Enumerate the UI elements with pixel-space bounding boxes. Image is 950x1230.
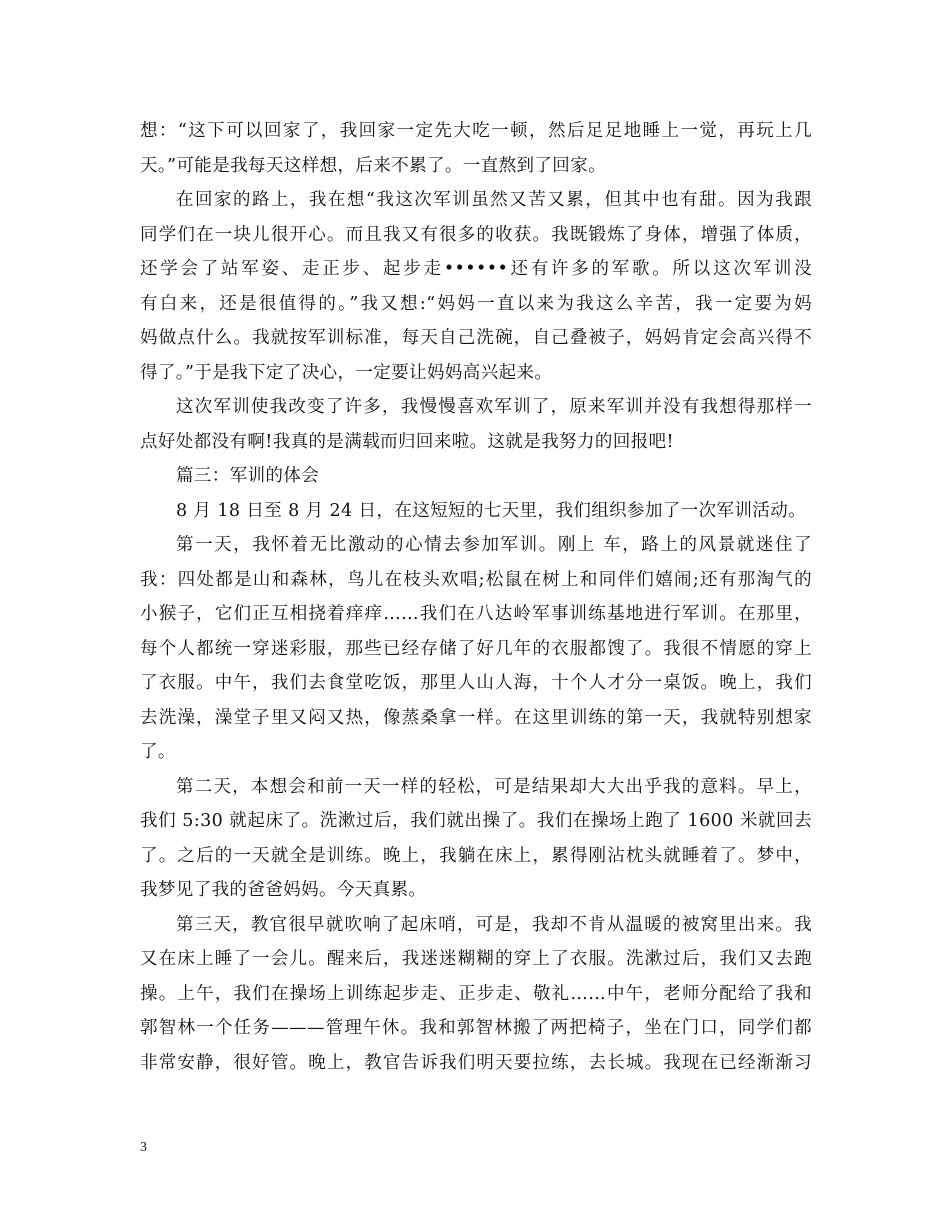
text-line: 有白来，还是很值得的。”我又想:“妈妈一直以来为我这么辛苦，我一定要为妈 [140,293,812,314]
text-line: 又在床上睡了一会儿。醒来后，我迷迷糊糊的穿上了衣服。洗漱过后，我们又去跑 [140,949,812,969]
text-line: 每个人都统一穿迷彩服，那些已经存储了好几年的衣服都馊了。我很不情愿的穿上 [140,638,812,659]
text-line: 非常安静，很好管。晚上，教官告诉我们明天要拉练，去长城。我现在已经渐渐习 [140,1052,812,1073]
text-line: 第一天，我怀着无比激动的心情去参加军训。刚上 车，路上的风景就迷住了 [176,535,812,555]
text-line: 第三天，教官很早就吹响了起床哨，可是，我却不肯从温暖的被窝里出来。我 [176,914,812,935]
text-line: 还学会了站军姿、走正步、起步走••••••还有许多的军歌。所以这次军训没 [140,259,812,279]
text-line: 了。之后的一天就全是训练。晚上，我躺在床上，累得刚沾枕头就睡着了。梦中， [140,845,812,866]
body-text [140,114,812,1080]
text-line: 第二天，本想会和前一天一样的轻松，可是结果却大大出乎我的意料。早上， [176,776,812,797]
text-line: 天。”可能是我每天这样想，后来不累了。一直熬到了回家。 [140,155,606,176]
text-line: 去洗澡，澡堂子里又闷又热，像蒸桑拿一样。在这里训练的第一天，我就特别想家 [140,707,812,728]
text-line: 小猴子，它们正互相挠着痒痒……我们在八达岭军事训练基地进行军训。在那里， [140,604,812,624]
text-line: 操。上午，我们在操场上训练起步走、正步走、敬礼……中午，老师分配给了我和 [140,983,812,1004]
text-line: 想：“这下可以回家了，我回家一定先大吃一顿，然后足足地睡上一觉，再玩上几 [140,121,812,141]
text-line: 我们 5:30 就起床了。洗漱过后，我们就出操了。我们在操场上跑了 1600 米就回去 [140,811,812,831]
section-heading: 篇三：军训的体会 [176,466,320,486]
page-number: 3 [140,1140,147,1155]
text-line: 点好处都没有啊!我真的是满载而归回来啦。这就是我努力的回报吧! [140,431,674,452]
text-line: 郭智林一个任务———管理午休。我和郭智林搬了两把椅子，坐在门口，同学们都 [140,1018,812,1038]
text-line: 同学们在一块儿很开心。而且我又有很多的收获。我既锻炼了身体，增强了体质， [140,224,812,245]
text-line: 妈做点什么。我就按军训标准，每天自己洗碗，自己叠被子，妈妈肯定会高兴得不 [140,328,812,348]
text-line: 了。 [140,742,176,762]
text-line: 这次军训使我改变了许多，我慢慢喜欢军训了，原来军训并没有我想得那样一 [176,397,812,417]
text-line: 我梦见了我的爸爸妈妈。今天真累。 [140,880,427,900]
text-line: 了衣服。中午，我们去食堂吃饭，那里人山人海，十个人才分一桌饭。晚上，我们 [140,673,812,693]
text-line: 我：四处都是山和森林，鸟儿在枝头欢唱;松鼠在树上和同伴们嬉闹;还有那淘气的 [140,569,812,590]
text-line: 8 月 18 日至 8 月 24 日，在这短短的七天里，我们组织参加了一次军训活动。 [176,500,807,521]
text-line: 在回家的路上，我在想“我这次军训虽然又苦又累，但其中也有甜。因为我跟 [176,190,812,210]
text-line: 得了。”于是我下定了决心，一定要让妈妈高兴起来。 [140,362,553,383]
